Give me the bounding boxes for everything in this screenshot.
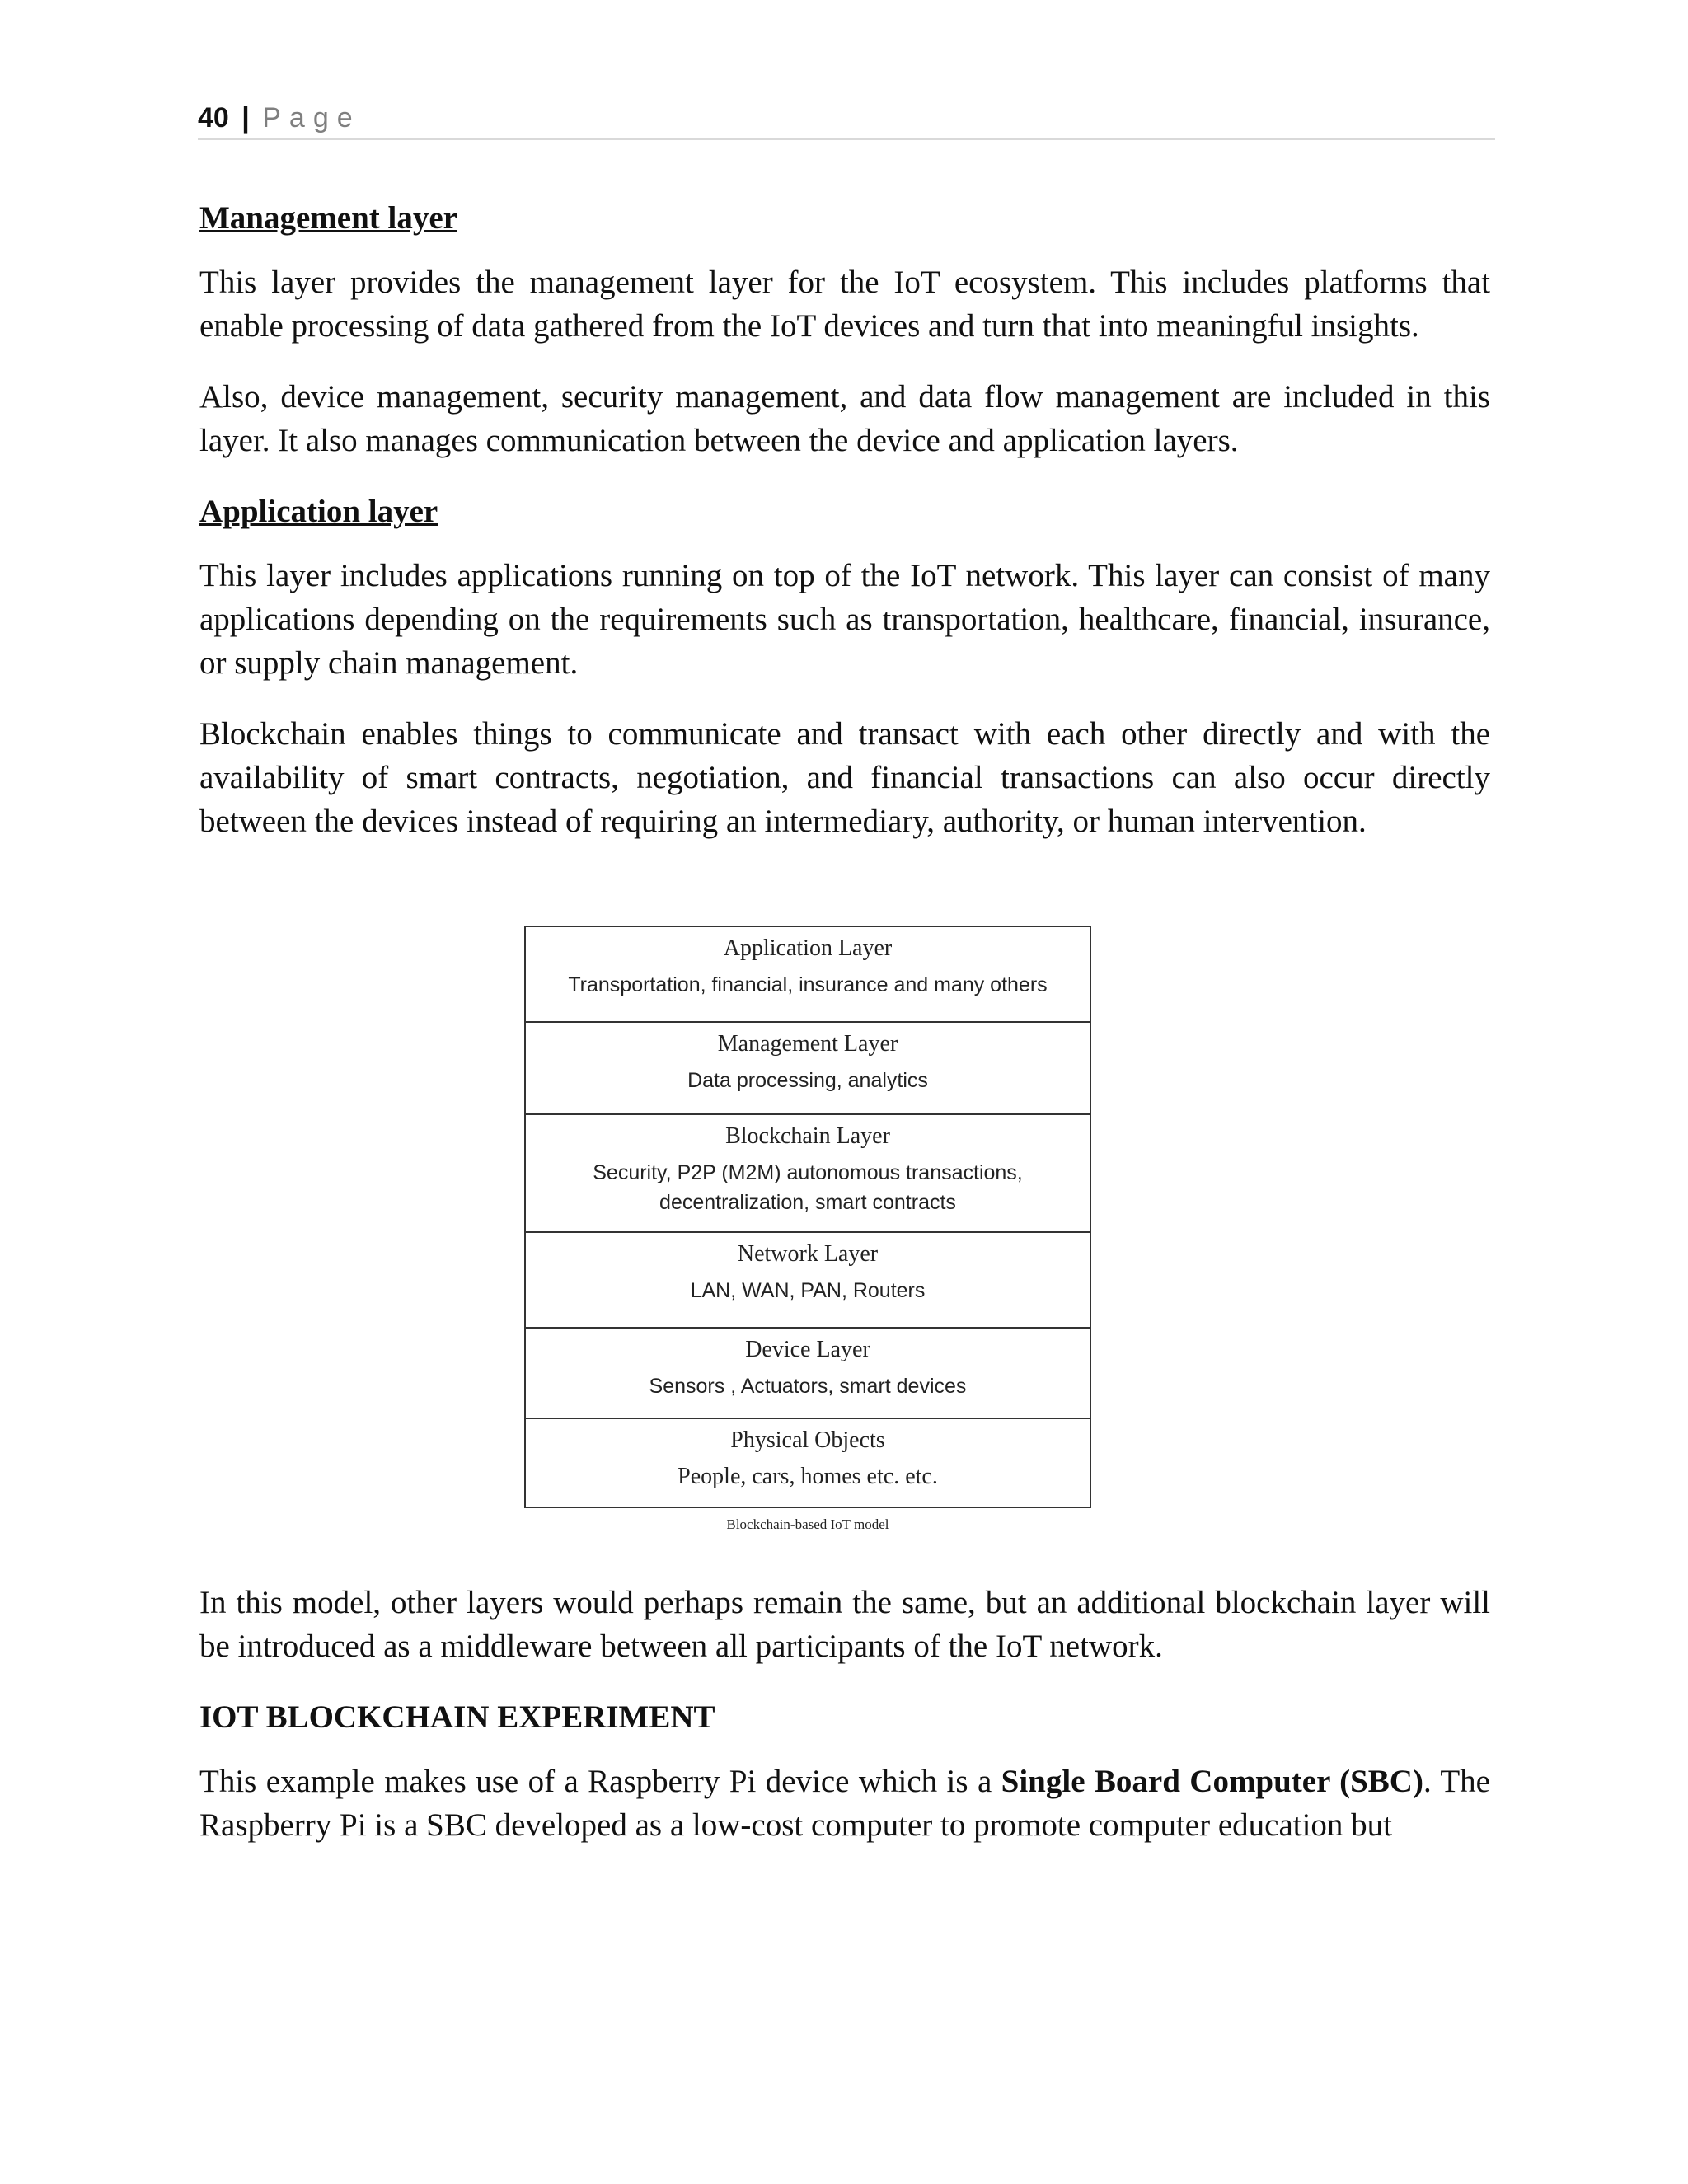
- experiment-heading: IOT BLOCKCHAIN EXPERIMENT: [199, 1699, 715, 1735]
- application-paragraph-1: This layer includes applications running on top of the IoT network. This layer can consist of many applications depending on the requirements such as transportation, healthcare, financial, insurance, or supply chain management.: [199, 558, 1490, 681]
- page-number: 40: [198, 102, 229, 134]
- page-header: [198, 97, 1495, 140]
- layer-management: [526, 1023, 1090, 1115]
- application-layer-heading: Application layer: [199, 494, 438, 529]
- experiment-text-start: This example makes use of a Raspberry Pi device which is a: [199, 1764, 1001, 1799]
- layer-title: Management Layer: [717, 1031, 898, 1057]
- management-layer-heading: Management layer: [199, 200, 457, 236]
- layer-network: [526, 1233, 1090, 1329]
- page-separator: |: [241, 102, 250, 134]
- model-paragraph: In this model, other layers would perhaps remain the same, but an additional blockchain layer will be introduced as a middleware between all participants of the IoT network.: [199, 1585, 1490, 1664]
- layer-description: Data processing, analytics: [687, 1069, 928, 1092]
- experiment-text-end: . The Raspberry Pi is a SBC developed as a low-cost computer to promote computer education but: [199, 1764, 1490, 1843]
- layer-device: [526, 1329, 1090, 1419]
- layer-application: [526, 927, 1090, 1023]
- layer-description: Security, P2P (M2M) autonomous transactions, decentralization, smart contracts: [593, 1161, 1023, 1214]
- sbc-term: Single Board Computer (SBC): [1001, 1764, 1423, 1799]
- layer-description: Sensors , Actuators, smart devices: [649, 1375, 967, 1398]
- layer-diagram: [524, 926, 1091, 1508]
- page-word: Page: [262, 102, 361, 134]
- layer-title: Physical Objects: [730, 1427, 885, 1453]
- management-paragraph-1: This layer provides the management layer for the IoT ecosystem. This includes platforms that enable processing of data gathered from the IoT devices and turn that into meaningful insights.: [199, 265, 1490, 344]
- management-paragraph-2: Also, device management, security management, and data flow management are included in this layer. It also manages communication between the device and application layers.: [199, 379, 1490, 458]
- layer-description: LAN, WAN, PAN, Routers: [690, 1279, 926, 1302]
- layer-title: Device Layer: [745, 1337, 870, 1362]
- layer-title: Blockchain Layer: [725, 1123, 890, 1149]
- layer-title: Network Layer: [737, 1241, 879, 1267]
- layer-physical-objects: [526, 1419, 1090, 1507]
- figure-caption: Blockchain-based IoT model: [726, 1516, 889, 1532]
- experiment-paragraph: [199, 1760, 1490, 1847]
- layer-title: Application Layer: [723, 935, 893, 961]
- iot-model-figure: [524, 926, 1091, 1533]
- layer-blockchain: [526, 1115, 1090, 1233]
- layer-description: People, cars, homes etc. etc.: [678, 1464, 938, 1489]
- main-content-top: [199, 196, 1490, 870]
- application-paragraph-2: Blockchain enables things to communicate and transact with each other directly and with the availability of smart contracts, negotiation, and financial transactions can also occur directly between the devices instead of requiring an intermediary, authority, or human intervention.: [199, 716, 1490, 839]
- main-content-bottom: [199, 1581, 1490, 1874]
- layer-description: Transportation, financial, insurance and many others: [568, 973, 1048, 996]
